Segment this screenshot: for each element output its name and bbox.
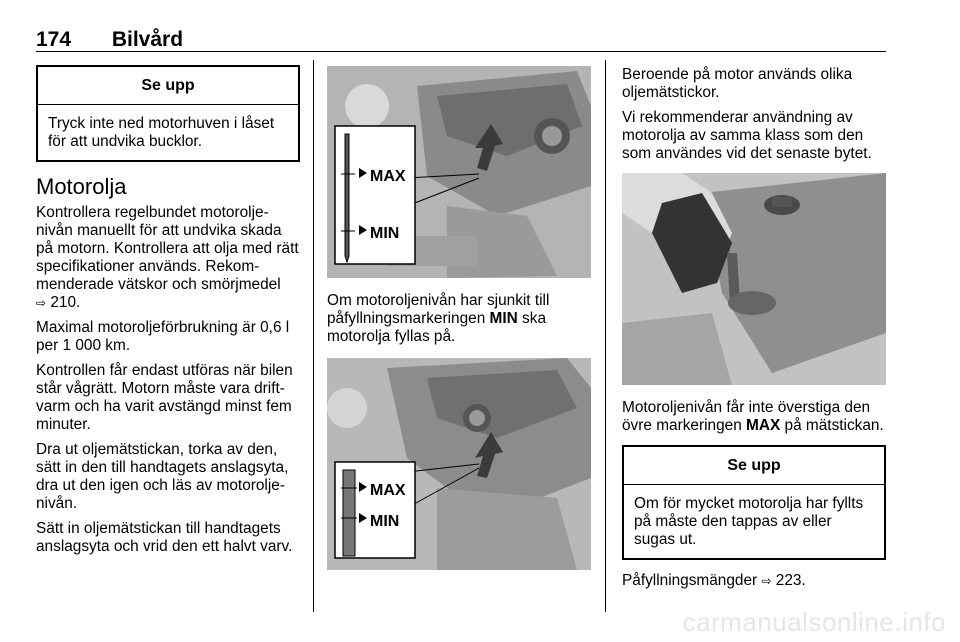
cross-reference-arrow-icon: ⇨ <box>761 574 772 588</box>
max-label: MAX <box>370 168 406 185</box>
section-heading: Motorolja <box>36 174 127 199</box>
paragraph-check-text: Kontrollera regelbundet motoroljenivån manuellt för att undvika skada på motorn. Kontrollera att olja med rätt specifikationer används. Rekommenderade vätskor och smörjmedel <box>36 204 299 293</box>
section-title: Bilvård <box>111 28 184 51</box>
header-rule <box>36 51 886 52</box>
max-marker: MAX <box>746 417 781 434</box>
paragraph-check <box>36 204 300 312</box>
caption-min-refill <box>327 292 591 346</box>
max-limit-text: Motoroljenivån får inte överstiga den övre markeringen <box>622 399 871 434</box>
column-divider-right <box>605 60 606 612</box>
column-middle <box>327 66 591 570</box>
caution-title: Se upp <box>38 67 298 105</box>
page-reference[interactable]: 223. <box>775 572 806 589</box>
caption-text: Om motoroljenivån har sjunkit till påfyllningsmarkeringen <box>327 292 550 327</box>
caption-text-end: ska motorolja fyllas på. <box>327 310 546 345</box>
paragraph-consumption: Maximal motoroljeförbrukning är 0,6 l per 1 000 km. <box>36 319 290 354</box>
caution-box <box>622 445 886 560</box>
engine-dipstick-illustration-2 <box>327 358 591 570</box>
paragraph-conditions: Kontrollen får endast utföras när bilen står vågrätt. Motorn måste vara driftvarm och ha varit avstängd minst fem minuter. <box>36 362 293 433</box>
fill-quantities-text: Påfyllningsmängder <box>622 572 758 589</box>
column-divider-left <box>313 60 314 612</box>
caution-box <box>36 65 300 162</box>
max-limit-text-end: på mätstickan. <box>784 417 884 434</box>
page-header <box>36 28 183 52</box>
page-reference[interactable]: 210. <box>50 294 81 311</box>
max-label: MAX <box>370 482 406 499</box>
paragraph-dipstick: Dra ut oljemätstickan, torka av den, sätt in den till handtagets anslagsyta, dra ut den igen och läs av motoroljenivån. <box>36 441 289 512</box>
caption-min-marker: MIN <box>489 310 518 327</box>
watermark: carmanualsonline.info <box>682 607 946 637</box>
caution-text: Tryck inte ned motorhuven i låset för att undvika bucklor. <box>48 115 275 150</box>
min-label: MIN <box>370 513 400 530</box>
page-number: 174 <box>36 28 72 51</box>
engine-dipstick-illustration-1 <box>327 66 591 278</box>
cross-reference-arrow-icon: ⇨ <box>36 296 47 310</box>
column-left <box>36 65 300 563</box>
paragraph-insert: Sätt in oljemätstickan till handtagets anslagsyta och vrid den ett halvt varv. <box>36 520 293 555</box>
caution-text: Om för mycket motorolja har fyllts på måste den tappas av eller sugas ut. <box>634 495 864 548</box>
oil-filling-illustration <box>622 173 886 385</box>
column-right <box>622 66 886 597</box>
paragraph-fill-quantities <box>622 572 886 590</box>
paragraph-oil-class: Vi rekommenderar användning av motorolja av samma klass som den som användes vid det senaste bytet. <box>622 109 872 162</box>
paragraph-max-limit <box>622 399 886 435</box>
paragraph-dipstick-types: Beroende på motor används olika oljemätstickor. <box>622 66 853 101</box>
caution-title: Se upp <box>624 447 884 485</box>
min-label: MIN <box>370 225 400 242</box>
